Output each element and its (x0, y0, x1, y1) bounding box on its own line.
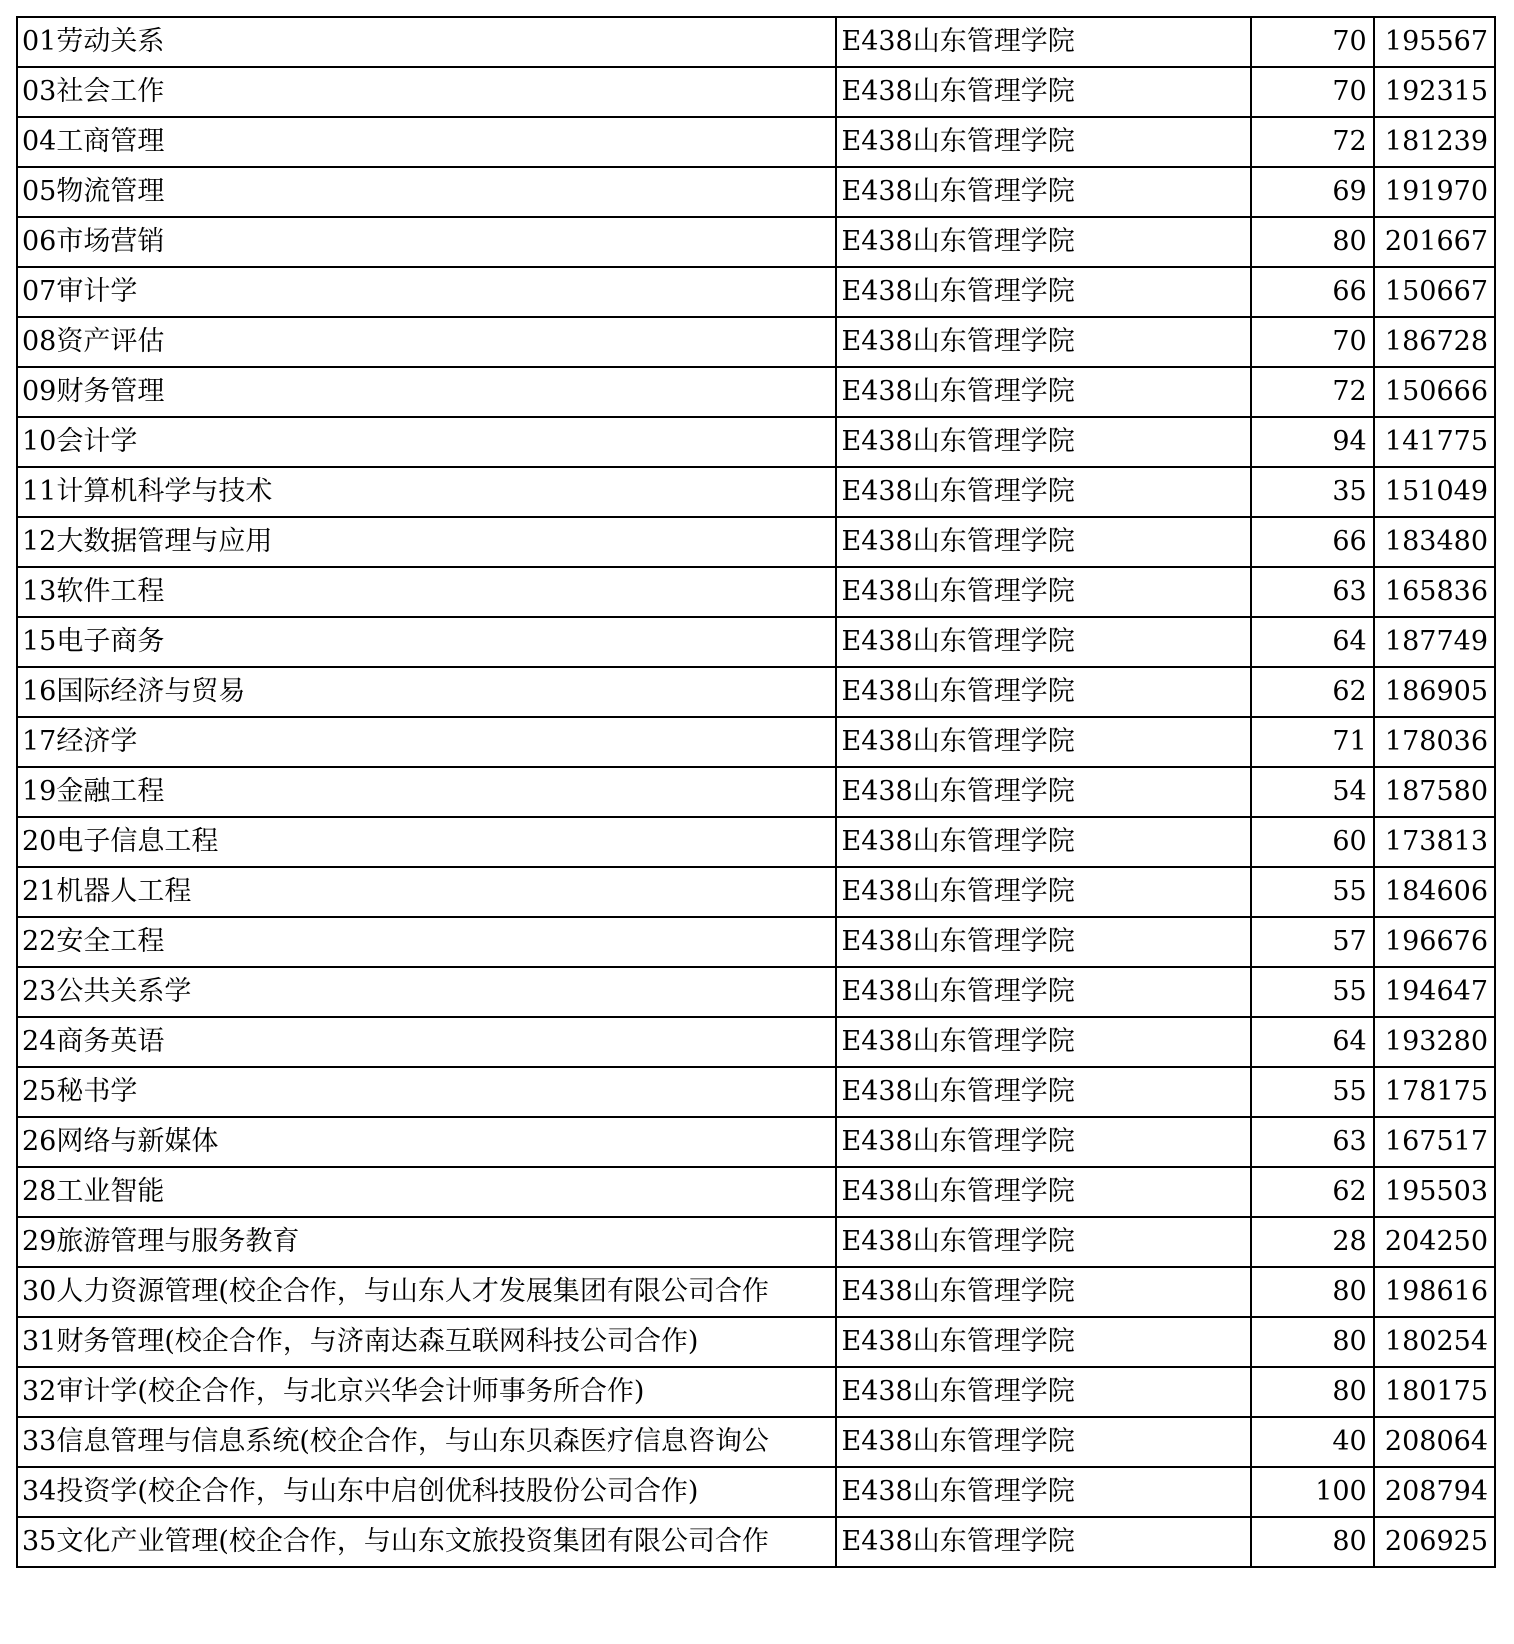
school-cell: E438山东管理学院 (836, 317, 1251, 367)
table-row (17, 1367, 1495, 1417)
rank-cell: 186905 (1374, 667, 1495, 717)
rank-cell: 187580 (1374, 767, 1495, 817)
rank-cell: 150667 (1374, 267, 1495, 317)
count-cell: 80 (1251, 1317, 1373, 1367)
table-row (17, 1417, 1495, 1467)
school-cell: E438山东管理学院 (836, 567, 1251, 617)
rank-cell: 191970 (1374, 167, 1495, 217)
rank-cell: 167517 (1374, 1117, 1495, 1167)
table-row (17, 917, 1495, 967)
rank-cell: 173813 (1374, 817, 1495, 867)
major-cell: 06市场营销 (17, 217, 836, 267)
count-cell: 80 (1251, 1517, 1373, 1567)
rank-cell: 195503 (1374, 1167, 1495, 1217)
school-cell: E438山东管理学院 (836, 1067, 1251, 1117)
count-cell: 55 (1251, 867, 1373, 917)
school-cell: E438山东管理学院 (836, 417, 1251, 467)
table-row (17, 1217, 1495, 1267)
table-row (17, 217, 1495, 267)
major-cell: 01劳动关系 (17, 17, 836, 67)
rank-cell: 198616 (1374, 1267, 1495, 1317)
major-cell: 34投资学(校企合作，与山东中启创优科技股份公司合作) (17, 1467, 836, 1517)
count-cell: 71 (1251, 717, 1373, 767)
major-cell: 23公共关系学 (17, 967, 836, 1017)
count-cell: 66 (1251, 517, 1373, 567)
rank-cell: 208064 (1374, 1417, 1495, 1467)
count-cell: 80 (1251, 1267, 1373, 1317)
rank-cell: 208794 (1374, 1467, 1495, 1517)
count-cell: 54 (1251, 767, 1373, 817)
table-row (17, 1017, 1495, 1067)
major-cell: 03社会工作 (17, 67, 836, 117)
major-cell: 26网络与新媒体 (17, 1117, 836, 1167)
major-cell: 25秘书学 (17, 1067, 836, 1117)
table-row (17, 667, 1495, 717)
major-cell: 16国际经济与贸易 (17, 667, 836, 717)
table-row (17, 517, 1495, 567)
rank-cell: 201667 (1374, 217, 1495, 267)
rank-cell: 187749 (1374, 617, 1495, 667)
count-cell: 72 (1251, 117, 1373, 167)
rank-cell: 180175 (1374, 1367, 1495, 1417)
rank-cell: 181239 (1374, 117, 1495, 167)
table-row (17, 67, 1495, 117)
count-cell: 94 (1251, 417, 1373, 467)
rank-cell: 196676 (1374, 917, 1495, 967)
school-cell: E438山东管理学院 (836, 467, 1251, 517)
rank-cell: 165836 (1374, 567, 1495, 617)
rank-cell: 192315 (1374, 67, 1495, 117)
major-cell: 33信息管理与信息系统(校企合作，与山东贝森医疗信息咨询公 (17, 1417, 836, 1467)
rank-cell: 151049 (1374, 467, 1495, 517)
rank-cell: 183480 (1374, 517, 1495, 567)
rank-cell: 186728 (1374, 317, 1495, 367)
table-row (17, 817, 1495, 867)
school-cell: E438山东管理学院 (836, 667, 1251, 717)
rank-cell: 194647 (1374, 967, 1495, 1017)
count-cell: 62 (1251, 1167, 1373, 1217)
table-row (17, 1517, 1495, 1567)
table-row (17, 1317, 1495, 1367)
school-cell: E438山东管理学院 (836, 1267, 1251, 1317)
major-cell: 20电子信息工程 (17, 817, 836, 867)
school-cell: E438山东管理学院 (836, 1017, 1251, 1067)
table-row (17, 1117, 1495, 1167)
rank-cell: 204250 (1374, 1217, 1495, 1267)
school-cell: E438山东管理学院 (836, 767, 1251, 817)
count-cell: 70 (1251, 17, 1373, 67)
count-cell: 57 (1251, 917, 1373, 967)
major-cell: 32审计学(校企合作，与北京兴华会计师事务所合作) (17, 1367, 836, 1417)
school-cell: E438山东管理学院 (836, 517, 1251, 567)
school-cell: E438山东管理学院 (836, 1367, 1251, 1417)
count-cell: 80 (1251, 217, 1373, 267)
count-cell: 72 (1251, 367, 1373, 417)
table-row (17, 167, 1495, 217)
rank-cell: 195567 (1374, 17, 1495, 67)
rank-cell: 180254 (1374, 1317, 1495, 1367)
school-cell: E438山东管理学院 (836, 717, 1251, 767)
school-cell: E438山东管理学院 (836, 1517, 1251, 1567)
major-cell: 15电子商务 (17, 617, 836, 667)
major-cell: 09财务管理 (17, 367, 836, 417)
count-cell: 64 (1251, 617, 1373, 667)
table-row (17, 367, 1495, 417)
count-cell: 63 (1251, 567, 1373, 617)
school-cell: E438山东管理学院 (836, 1167, 1251, 1217)
major-cell: 19金融工程 (17, 767, 836, 817)
table-row (17, 1467, 1495, 1517)
rank-cell: 184606 (1374, 867, 1495, 917)
major-cell: 28工业智能 (17, 1167, 836, 1217)
table-row (17, 417, 1495, 467)
major-cell: 08资产评估 (17, 317, 836, 367)
school-cell: E438山东管理学院 (836, 1217, 1251, 1267)
school-cell: E438山东管理学院 (836, 117, 1251, 167)
major-cell: 35文化产业管理(校企合作，与山东文旅投资集团有限公司合作 (17, 1517, 836, 1567)
count-cell: 35 (1251, 467, 1373, 517)
table-row (17, 1067, 1495, 1117)
table-row (17, 767, 1495, 817)
rank-cell: 206925 (1374, 1517, 1495, 1567)
major-cell: 05物流管理 (17, 167, 836, 217)
major-cell: 30人力资源管理(校企合作，与山东人才发展集团有限公司合作 (17, 1267, 836, 1317)
rank-cell: 178036 (1374, 717, 1495, 767)
school-cell: E438山东管理学院 (836, 167, 1251, 217)
rank-cell: 141775 (1374, 417, 1495, 467)
count-cell: 80 (1251, 1367, 1373, 1417)
count-cell: 40 (1251, 1417, 1373, 1467)
rank-cell: 193280 (1374, 1017, 1495, 1067)
count-cell: 62 (1251, 667, 1373, 717)
school-cell: E438山东管理学院 (836, 917, 1251, 967)
school-cell: E438山东管理学院 (836, 217, 1251, 267)
school-cell: E438山东管理学院 (836, 867, 1251, 917)
count-cell: 28 (1251, 1217, 1373, 1267)
table-row (17, 1267, 1495, 1317)
school-cell: E438山东管理学院 (836, 1467, 1251, 1517)
table-row (17, 617, 1495, 667)
count-cell: 60 (1251, 817, 1373, 867)
count-cell: 63 (1251, 1117, 1373, 1167)
school-cell: E438山东管理学院 (836, 967, 1251, 1017)
count-cell: 55 (1251, 967, 1373, 1017)
table-row (17, 1167, 1495, 1217)
count-cell: 66 (1251, 267, 1373, 317)
table-row (17, 567, 1495, 617)
major-cell: 04工商管理 (17, 117, 836, 167)
major-cell: 21机器人工程 (17, 867, 836, 917)
table-body (17, 17, 1495, 1567)
major-cell: 31财务管理(校企合作，与济南达森互联网科技公司合作) (17, 1317, 836, 1367)
major-cell: 24商务英语 (17, 1017, 836, 1067)
table-row (17, 967, 1495, 1017)
table-row (17, 467, 1495, 517)
major-cell: 10会计学 (17, 417, 836, 467)
school-cell: E438山东管理学院 (836, 67, 1251, 117)
rank-cell: 150666 (1374, 367, 1495, 417)
school-cell: E438山东管理学院 (836, 1117, 1251, 1167)
school-cell: E438山东管理学院 (836, 1417, 1251, 1467)
major-cell: 17经济学 (17, 717, 836, 767)
table-row (17, 867, 1495, 917)
count-cell: 64 (1251, 1017, 1373, 1067)
count-cell: 70 (1251, 317, 1373, 367)
school-cell: E438山东管理学院 (836, 367, 1251, 417)
table-row (17, 717, 1495, 767)
count-cell: 70 (1251, 67, 1373, 117)
major-cell: 07审计学 (17, 267, 836, 317)
school-cell: E438山东管理学院 (836, 617, 1251, 667)
school-cell: E438山东管理学院 (836, 817, 1251, 867)
count-cell: 100 (1251, 1467, 1373, 1517)
school-cell: E438山东管理学院 (836, 17, 1251, 67)
major-cell: 11计算机科学与技术 (17, 467, 836, 517)
admission-table (16, 16, 1496, 1568)
table-row (17, 317, 1495, 367)
major-cell: 29旅游管理与服务教育 (17, 1217, 836, 1267)
major-cell: 12大数据管理与应用 (17, 517, 836, 567)
major-cell: 22安全工程 (17, 917, 836, 967)
count-cell: 55 (1251, 1067, 1373, 1117)
school-cell: E438山东管理学院 (836, 1317, 1251, 1367)
count-cell: 69 (1251, 167, 1373, 217)
table-row (17, 267, 1495, 317)
table-row (17, 117, 1495, 167)
table-row (17, 17, 1495, 67)
rank-cell: 178175 (1374, 1067, 1495, 1117)
major-cell: 13软件工程 (17, 567, 836, 617)
school-cell: E438山东管理学院 (836, 267, 1251, 317)
